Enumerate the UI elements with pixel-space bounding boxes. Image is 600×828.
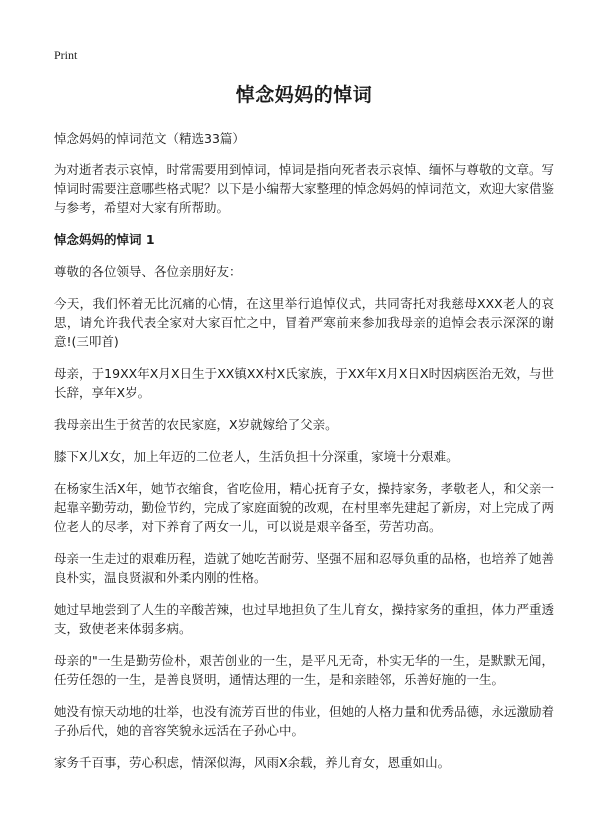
paragraph: 她没有惊天动地的壮举，也没有流芳百世的伟业，但她的人格力量和优秀品德，永远激励着子孙后代，她的音容笑貌永远活在子孙心中。 [54,704,555,738]
paragraph: 膝下X儿X女，加上年迈的二位老人，生活负担十分深重，家境十分艰难。 [54,449,459,464]
paragraph: 在杨家生活X年，她节衣缩食，省吃俭用，精心抚育子女，操持家务，孝敬老人，和父亲一起靠辛勤劳动，勤俭节约，完成了家庭面貌的改观，在村里率先建起了新房，对上完成了两位老人的尽孝，对下养育了两女一儿，可以说是艰辛备至，劳苦功高。 [54,481,555,534]
page-title: 悼念妈妈的悼词 [235,84,373,106]
paragraph: 家务千百事，劳心积虑，情深似海，风雨X余载，养儿育女，恩重如山。 [54,755,451,770]
paragraph: 母亲，于19XX年X月X日生于XX镇XX村X氏家族，于XX年X月X日X时因病医治无效，与世长辞，享年X岁。 [54,366,554,400]
paragraph: 今天，我们怀着无比沉痛的心情，在这里举行追悼仪式，共同寄托对我慈母XXX老人的哀思，请允许我代表全家对大家百忙之中，冒着严寒前来参加我母亲的追悼会表示深深的谢意!(三叩首) [54,296,554,349]
paragraph-greeting: 尊敬的各位领导、各位亲朋好友： [54,264,242,279]
document-page [54,48,554,785]
section-heading: 悼念妈妈的悼词 1 [54,232,155,247]
document-subtitle: 悼念妈妈的悼词范文（精选33篇） [54,131,245,146]
paragraph: 她过早地尝到了人生的辛酸苦辣，也过早地担负了生儿育女，操持家务的重担，体力严重透支，致使老来体弱多病。 [54,602,555,636]
print-link[interactable]: Print [54,48,78,62]
paragraph: 母亲一生走过的艰难历程，造就了她吃苦耐劳、坚强不屈和忍辱负重的品格，也培养了她善良朴实，温良贤淑和外柔内刚的性格。 [54,551,555,585]
intro-paragraph: 为对逝者表示哀悼，时常需要用到悼词，悼词是指向死者表示哀悼、缅怀与尊敬的文章。写悼词时需要注意哪些格式呢？以下是小编帮大家整理的悼念妈妈的悼词范文，欢迎大家借鉴与参考，希望对大家有所帮助。 [54,162,555,215]
paragraph: 我母亲出生于贫苦的农民家庭，X岁就嫁给了父亲。 [54,417,338,432]
paragraph: 母亲的"一生是勤劳俭朴，艰苦创业的一生，是平凡无奇，朴实无华的一生，是默默无闻，任劳任怨的一生，是善良贤明，通情达理的一生，是和亲睦邻，乐善好施的一生。 [54,653,554,687]
